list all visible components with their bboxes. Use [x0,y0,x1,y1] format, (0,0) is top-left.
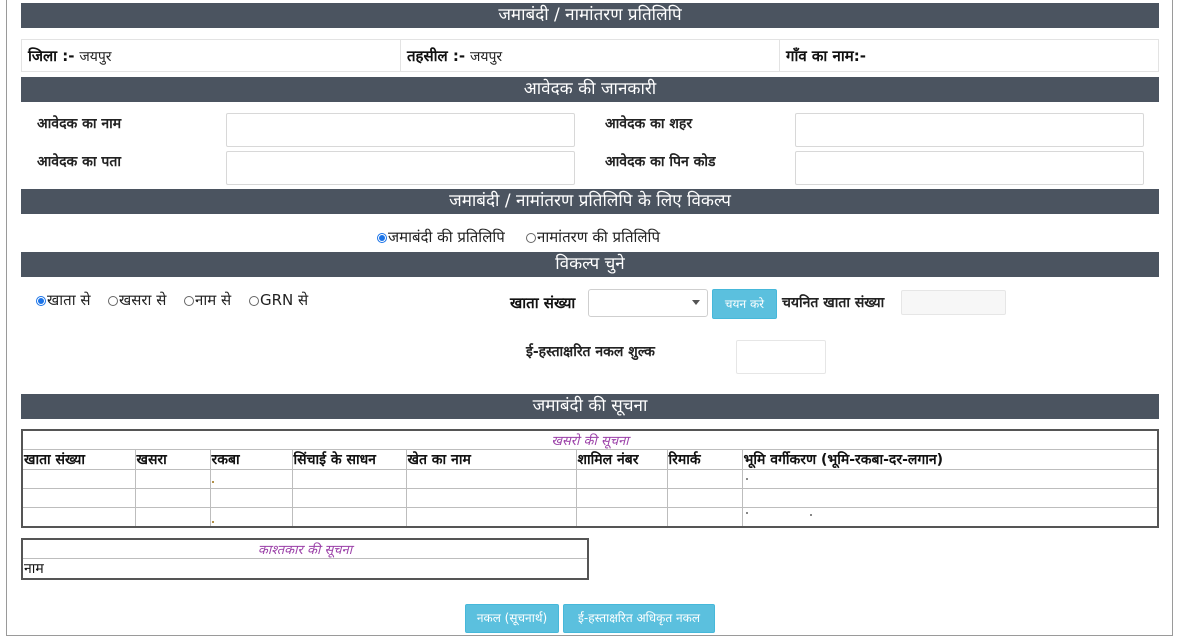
table-cell [22,470,135,489]
district-value: जयपुर [79,49,112,65]
choose-option-title: विकल्प चुने [555,254,625,274]
cultivator-table [21,538,589,580]
table-cell [22,489,135,508]
select-khata-button[interactable] [712,289,777,319]
applicant-section-bar [21,77,1159,102]
khata-number-select[interactable] [588,289,708,317]
table-cell [135,508,210,527]
col-khasra: खसरा [135,450,210,470]
tehsil-label: तहसील :- [407,47,466,65]
location-row [21,39,1159,72]
namantaran-copy-option[interactable] [526,227,660,247]
by-grn-radio[interactable] [249,296,259,306]
jamabandi-info-bar [21,394,1159,419]
jamabandi-copy-option[interactable] [377,227,505,247]
copy-options-bar [21,189,1159,214]
table-cell [292,470,406,489]
speck-mark [212,481,214,483]
table-cell [406,470,576,489]
khasra-table-caption: खसरो की सूचना [22,430,1158,450]
namantaran-copy-label: नामांतरण की प्रतिलिपि [537,228,660,246]
table-cell [135,489,210,508]
by-khasra-radio[interactable] [108,296,118,306]
khata-number-label: खाता संख्या [510,294,576,312]
table-cell [135,470,210,489]
esign-fee-label: ई-हस्ताक्षरित नकल शुल्क [526,344,655,360]
applicant-section-title: आवेदक की जानकारी [523,79,657,99]
copy-info-button-label: नकल (सूचनार्थ) [476,611,548,625]
table-cell [667,470,742,489]
by-grn-option[interactable] [249,290,308,310]
applicant-address-input[interactable] [226,151,575,185]
namantaran-copy-radio[interactable] [526,233,536,243]
esigned-copy-button-label: ई-हस्ताक्षरित अधिकृत नकल [577,611,701,625]
jamabandi-copy-radio[interactable] [377,233,387,243]
jamabandi-copy-label: जमाबंदी की प्रतिलिपि [388,228,505,246]
table-cell [406,489,576,508]
village-cell [780,40,1158,71]
table-cell [742,470,1158,489]
table-cell [210,489,292,508]
cultivator-name-label: नाम [22,559,588,580]
speck-mark [810,514,812,516]
by-khasra-option[interactable] [108,290,166,310]
table-cell [742,508,1158,527]
khasra-table [21,429,1159,528]
col-remark: रिमार्क [667,450,742,470]
applicant-city-input[interactable] [795,113,1144,147]
by-name-label: नाम से [195,291,232,309]
col-land-classification: भूमि वर्गीकरण (भूमि-रकबा-दर-लगान) [742,450,1158,470]
applicant-pincode-input[interactable] [795,151,1144,185]
col-khata-number: खाता संख्या [22,450,135,470]
table-cell [210,470,292,489]
applicant-city-label: आवेदक का शहर [605,116,693,132]
table-cell [576,489,667,508]
table-cell [667,489,742,508]
esign-fee-input[interactable] [736,340,826,374]
by-khata-label: खाता से [47,291,91,309]
table-cell [742,489,1158,508]
applicant-address-label: आवेदक का पता [37,154,121,170]
table-cell [406,508,576,527]
by-khata-radio[interactable] [36,296,46,306]
table-row [22,489,1158,508]
table-cell [576,508,667,527]
district-cell [22,40,401,71]
table-cell [22,508,135,527]
select-khata-button-label: चयन करे [724,297,765,311]
selected-khata-input[interactable] [901,290,1006,315]
table-cell [576,470,667,489]
col-joint-number: शामिल नंबर [576,450,667,470]
copy-info-button[interactable] [465,604,559,633]
table-cell [292,489,406,508]
table-cell [292,508,406,527]
table-row [22,508,1158,527]
selected-khata-label: चयनित खाता संख्या [782,295,885,311]
applicant-name-input[interactable] [226,113,575,147]
col-field-name: खेत का नाम [406,450,576,470]
chevron-down-icon [692,300,700,305]
by-khata-option[interactable] [36,290,91,310]
tehsil-cell [401,40,780,71]
by-name-radio[interactable] [184,296,194,306]
choose-option-bar [21,252,1159,277]
speck-mark [746,478,748,480]
col-irrigation: सिंचाई के साधन [292,450,406,470]
table-cell [667,508,742,527]
tehsil-value: जयपुर [469,49,503,65]
by-name-option[interactable] [184,290,231,310]
cultivator-table-caption: काश्तकार की सूचना [22,539,588,559]
village-label: गाँव का नाम:- [786,47,866,65]
esigned-copy-button[interactable] [563,604,715,633]
page-title: जमाबंदी / नामांतरण प्रतिलिपि [498,5,682,25]
district-label: जिला :- [28,47,75,65]
speck-mark [212,521,214,523]
by-khasra-label: खसरा से [119,291,167,309]
copy-options-title: जमाबंदी / नामांतरण प्रतिलिपि के लिए विकल्प [449,191,731,211]
table-cell [210,508,292,527]
by-grn-label: GRN से [260,291,309,309]
jamabandi-info-title: जमाबंदी की सूचना [532,396,648,416]
table-row [22,470,1158,489]
applicant-name-label: आवेदक का नाम [37,116,122,132]
col-area: रकबा [210,450,292,470]
applicant-pincode-label: आवेदक का पिन कोड [605,154,716,170]
page-title-bar [21,3,1159,28]
speck-mark [746,512,748,514]
